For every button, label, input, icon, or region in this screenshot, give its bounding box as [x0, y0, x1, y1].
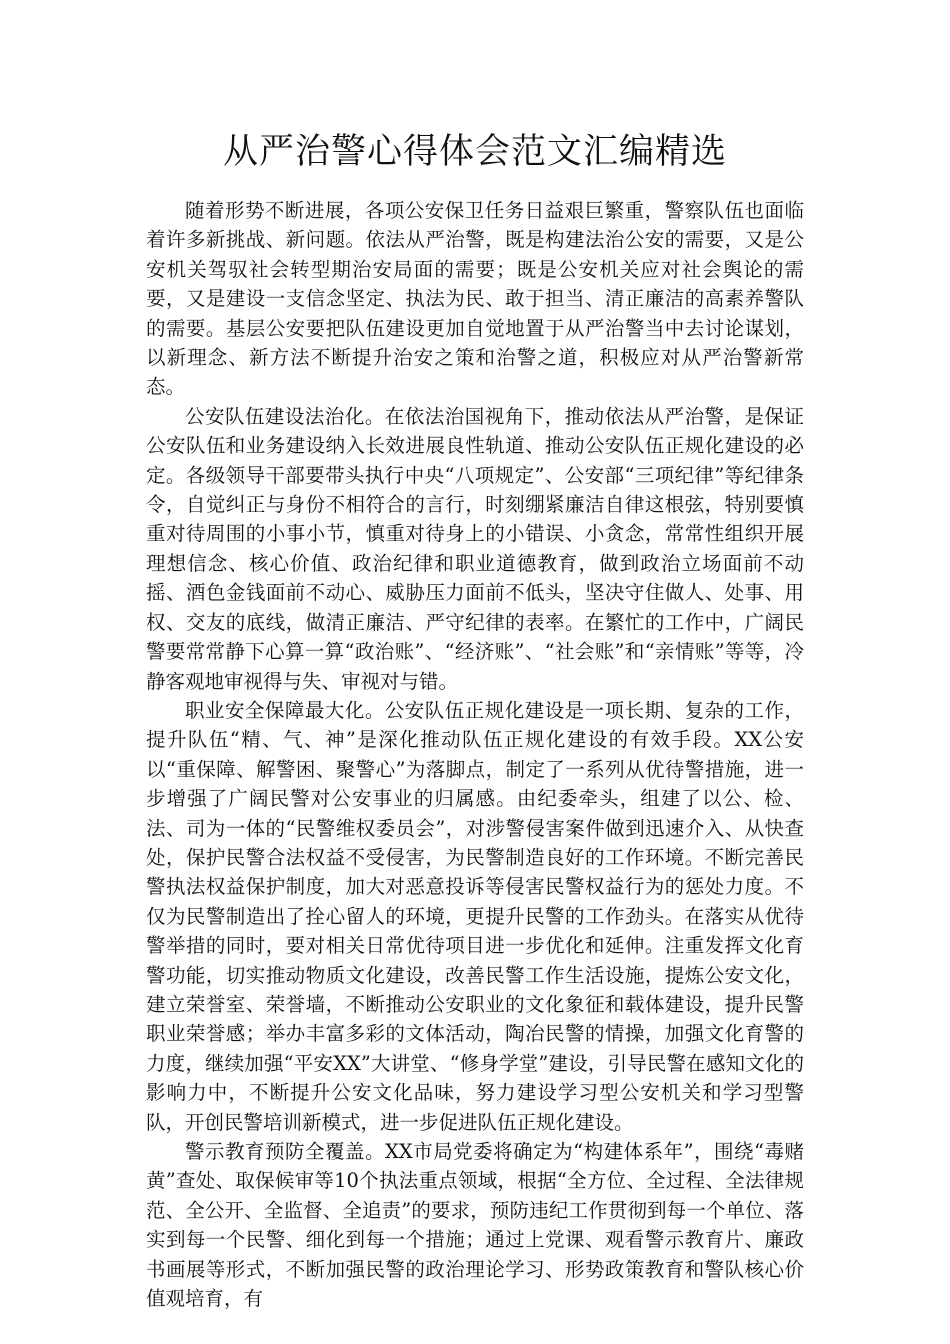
paragraph: 公安队伍建设法治化。在依法治国视角下，推动依法从严治警，是保证公安队伍和业务建设纳入长效进展良性轨道、推动公安队伍正规化建设的必定。各级领导干部要带头执行中央“八项规定”、公安部“三项纪律”等纪律条令，自觉纠正与身份不相符合的言行，时刻绷紧廉洁自律这根弦，特别要慎重对待周围的小事小节，慎重对待身上的小错误、小贪念，常常性组织开展理想信念、核心价值、政治纪律和职业道德教育，做到政治立场面前不动摇、酒色金钱面前不动心、威胁压力面前不低头，坚决守住做人、处事、用权、交友的底线，做清正廉洁、严守纪律的表率。在繁忙的工作中，广阔民警要常常静下心算一算“政治账”、“经济账”、“社会账”和“亲情账”等等，冷静客观地审视得与失、审视对与错。: [146, 404, 804, 693]
document-body: [146, 196, 804, 1313]
paragraph: 随着形势不断进展，各项公安保卫任务日益艰巨繁重，警察队伍也面临着许多新挑战、新问题。依法从严治警，既是构建法治公安的需要，又是公安机关驾驭社会转型期治安局面的需要；既是公安机关应对社会舆论的需要，又是建设一支信念坚定、执法为民、敢于担当、清正廉洁的高素养警队的需要。基层公安要把队伍建设更加自觉地置于从严治警当中去讨论谋划，以新理念、新方法不断提升治安之策和治警之道，积极应对从严治警新常态。: [146, 199, 804, 399]
document-title: 从严治警心得体会范文汇编精选: [222, 132, 727, 172]
paragraph: 职业安全保障最大化。公安队伍正规化建设是一项长期、复杂的工作，提升队伍“精、气、神”是深化推动队伍正规化建设的有效手段。XX公安以“重保障、解警困、聚警心”为落脚点，制定了一系列从优待警措施，进一步增强了广阔民警对公安事业的归属感。由纪委牵头，组建了以公、检、法、司为一体的“民警维权委员会”，对涉警侵害案件做到迅速介入、从快查处，保护民警合法权益不受侵害，为民警制造良好的工作环境。不断完善民警执法权益保护制度，加大对恶意投诉等侵害民警权益行为的惩处力度。不仅为民警制造出了拴心留人的环境，更提升民警的工作劲头。在落实从优待警举措的同时，要对相关日常优待项目进一步优化和延伸。注重发挥文化育警功能，切实推动物质文化建设，改善民警工作生活设施，提炼公安文化，建立荣誉室、荣誉墙，不断推动公安职业的文化象征和载体建设，提升民警职业荣誉感；举办丰富多彩的文体活动，陶冶民警的情操，加强文化育警的力度，继续加强“平安XX”大讲堂、“修身学堂”建设，引导民警在感知文化的影响力中，不断提升公安文化品味，努力建设学习型公安机关和学习型警队，开创民警培训新模式，进一步促进队伍正规化建设。: [146, 698, 804, 1134]
paragraph: 警示教育预防全覆盖。XX市局党委将确定为“构建体系年”，围绕“毒赌黄”查处、取保候审等10个执法重点领域，根据“全方位、全过程、全法律规范、全公开、全监督、全追责”的要求，预防违纪工作贯彻到每一个单位、落实到每一个民警、细化到每一个措施；通过上党课、观看警示教育片、廉政书画展等形式，不断加强民警的政治理论学习、形势政策教育和警队核心价值观培育，有: [146, 1140, 804, 1311]
